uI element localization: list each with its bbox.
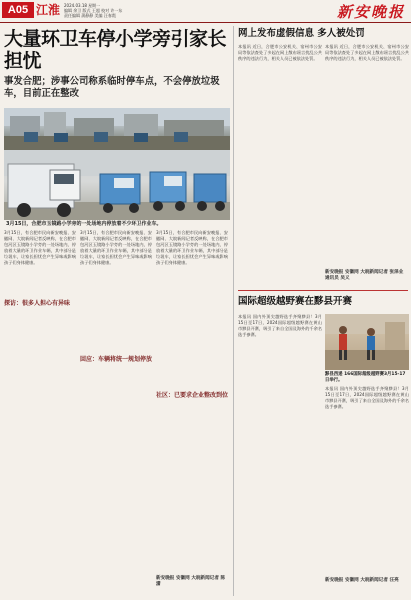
right-top-body-col2: 本报讯 近日，合肥市公安机关、宿州市公安局等依法查处了多起在网上散布谣言扰乱公共秩序的违法行为，相关人员已被依法处罚。 [325, 44, 409, 61]
lead-credit: 新安晚报 安徽网 大皖新闻记者 陈潇 [156, 576, 226, 587]
right-bottom-credit: 新安晚报 安徽网 大皖新闻记者 汪亮 [325, 578, 399, 583]
lead-subhead-3: 社区：已要求企业整改到位 [156, 392, 229, 399]
lead-body-col1: 3月15日，有合肥市民向新安晚报、安徽网、大皖新闻记者反映称，在合肥市包河区玉镜路小学旁的一处场地内，停放着大量的环卫作业车辆，其中部分是垃圾车，让家长担忧会产生异味或影响孩子们身体健康。 [4, 230, 76, 265]
lead-body-col2: 3月15日，有合肥市民向新安晚报、安徽网、大皖新闻记者反映称，在合肥市包河区玉镜路小学旁的一处场地内，停放着大量的环卫作业车辆，其中部分是垃圾车，让家长担忧会产生异味或影响孩子们身体健康。 [80, 230, 152, 265]
header-date: 2024.03.18 星期一 [64, 3, 101, 8]
lead-photo-top [4, 108, 230, 150]
right-bottom-body-col2: 本报讯 国内外顶尖越野选手齐聚黟县！3月15日至17日，2024国际超级越野赛在黄山市黟县开赛，吸引了来自全国及海外的千余名选手参赛。 [325, 386, 409, 409]
header-editors: 编辑 余卫 版式 王超 校对 许一东 [64, 8, 123, 13]
race-photo [325, 314, 409, 370]
lead-photo-caption: 3月15日，合肥市玉镜路小学旁的一处场地内停放着不少环卫作业车。 [6, 221, 162, 227]
page-number: A05 [2, 2, 34, 18]
lead-subhead: 事发合肥；涉事公司称系临时停车点，不会停放垃圾车，目前正在整改 [4, 76, 220, 99]
header-editors-2: 责任编辑 蒲静静 美编 汪春霞 [64, 13, 116, 18]
right-top-body-col1: 本报讯 近日，合肥市公安机关、宿州市公安局等依法查处了多起在网上散布谣言扰乱公共秩序的违法行为，相关人员已被依法处罚。 [238, 44, 322, 61]
story-divider [238, 290, 408, 291]
header-meta [64, 3, 174, 18]
lead-subhead-1: 探访：很多人担心有异味 [4, 300, 71, 307]
lead-photo-main [4, 150, 230, 220]
lead-headline: 大量环卫车停小学旁引家长担忧 [4, 28, 227, 72]
lead-subhead-2: 回应：车辆将统一规划停放 [80, 356, 153, 363]
masthead-logo: 新安晚报 [336, 3, 405, 21]
race-photo-caption: 黟县西递 166国际超级越野赛3月15-17日举行。 [325, 372, 406, 383]
section-name: 江淮 [36, 3, 61, 17]
column-divider [233, 26, 234, 596]
right-top-credit: 新安晚报 安徽网 大皖新闻记者 张泽业 通讯员 吴义 [325, 270, 404, 281]
right-bottom-headline: 国际超级越野赛在黟县开赛 [238, 296, 353, 307]
right-top-headline: 网上发布虚假信息 多人被处罚 [238, 28, 365, 39]
page-header [0, 0, 411, 23]
lead-body-col3: 3月15日，有合肥市民向新安晚报、安徽网、大皖新闻记者反映称，在合肥市包河区玉镜路小学旁的一处场地内，停放着大量的环卫作业车辆，其中部分是垃圾车，让家长担忧会产生异味或影响孩子们身体健康。 [156, 230, 228, 265]
right-bottom-body-col1: 本报讯 国内外顶尖越野选手齐聚黟县！3月15日至17日，2024国际超级越野赛在黄山市黟县开赛，吸引了来自全国及海外的千余名选手参赛。 [238, 314, 322, 337]
